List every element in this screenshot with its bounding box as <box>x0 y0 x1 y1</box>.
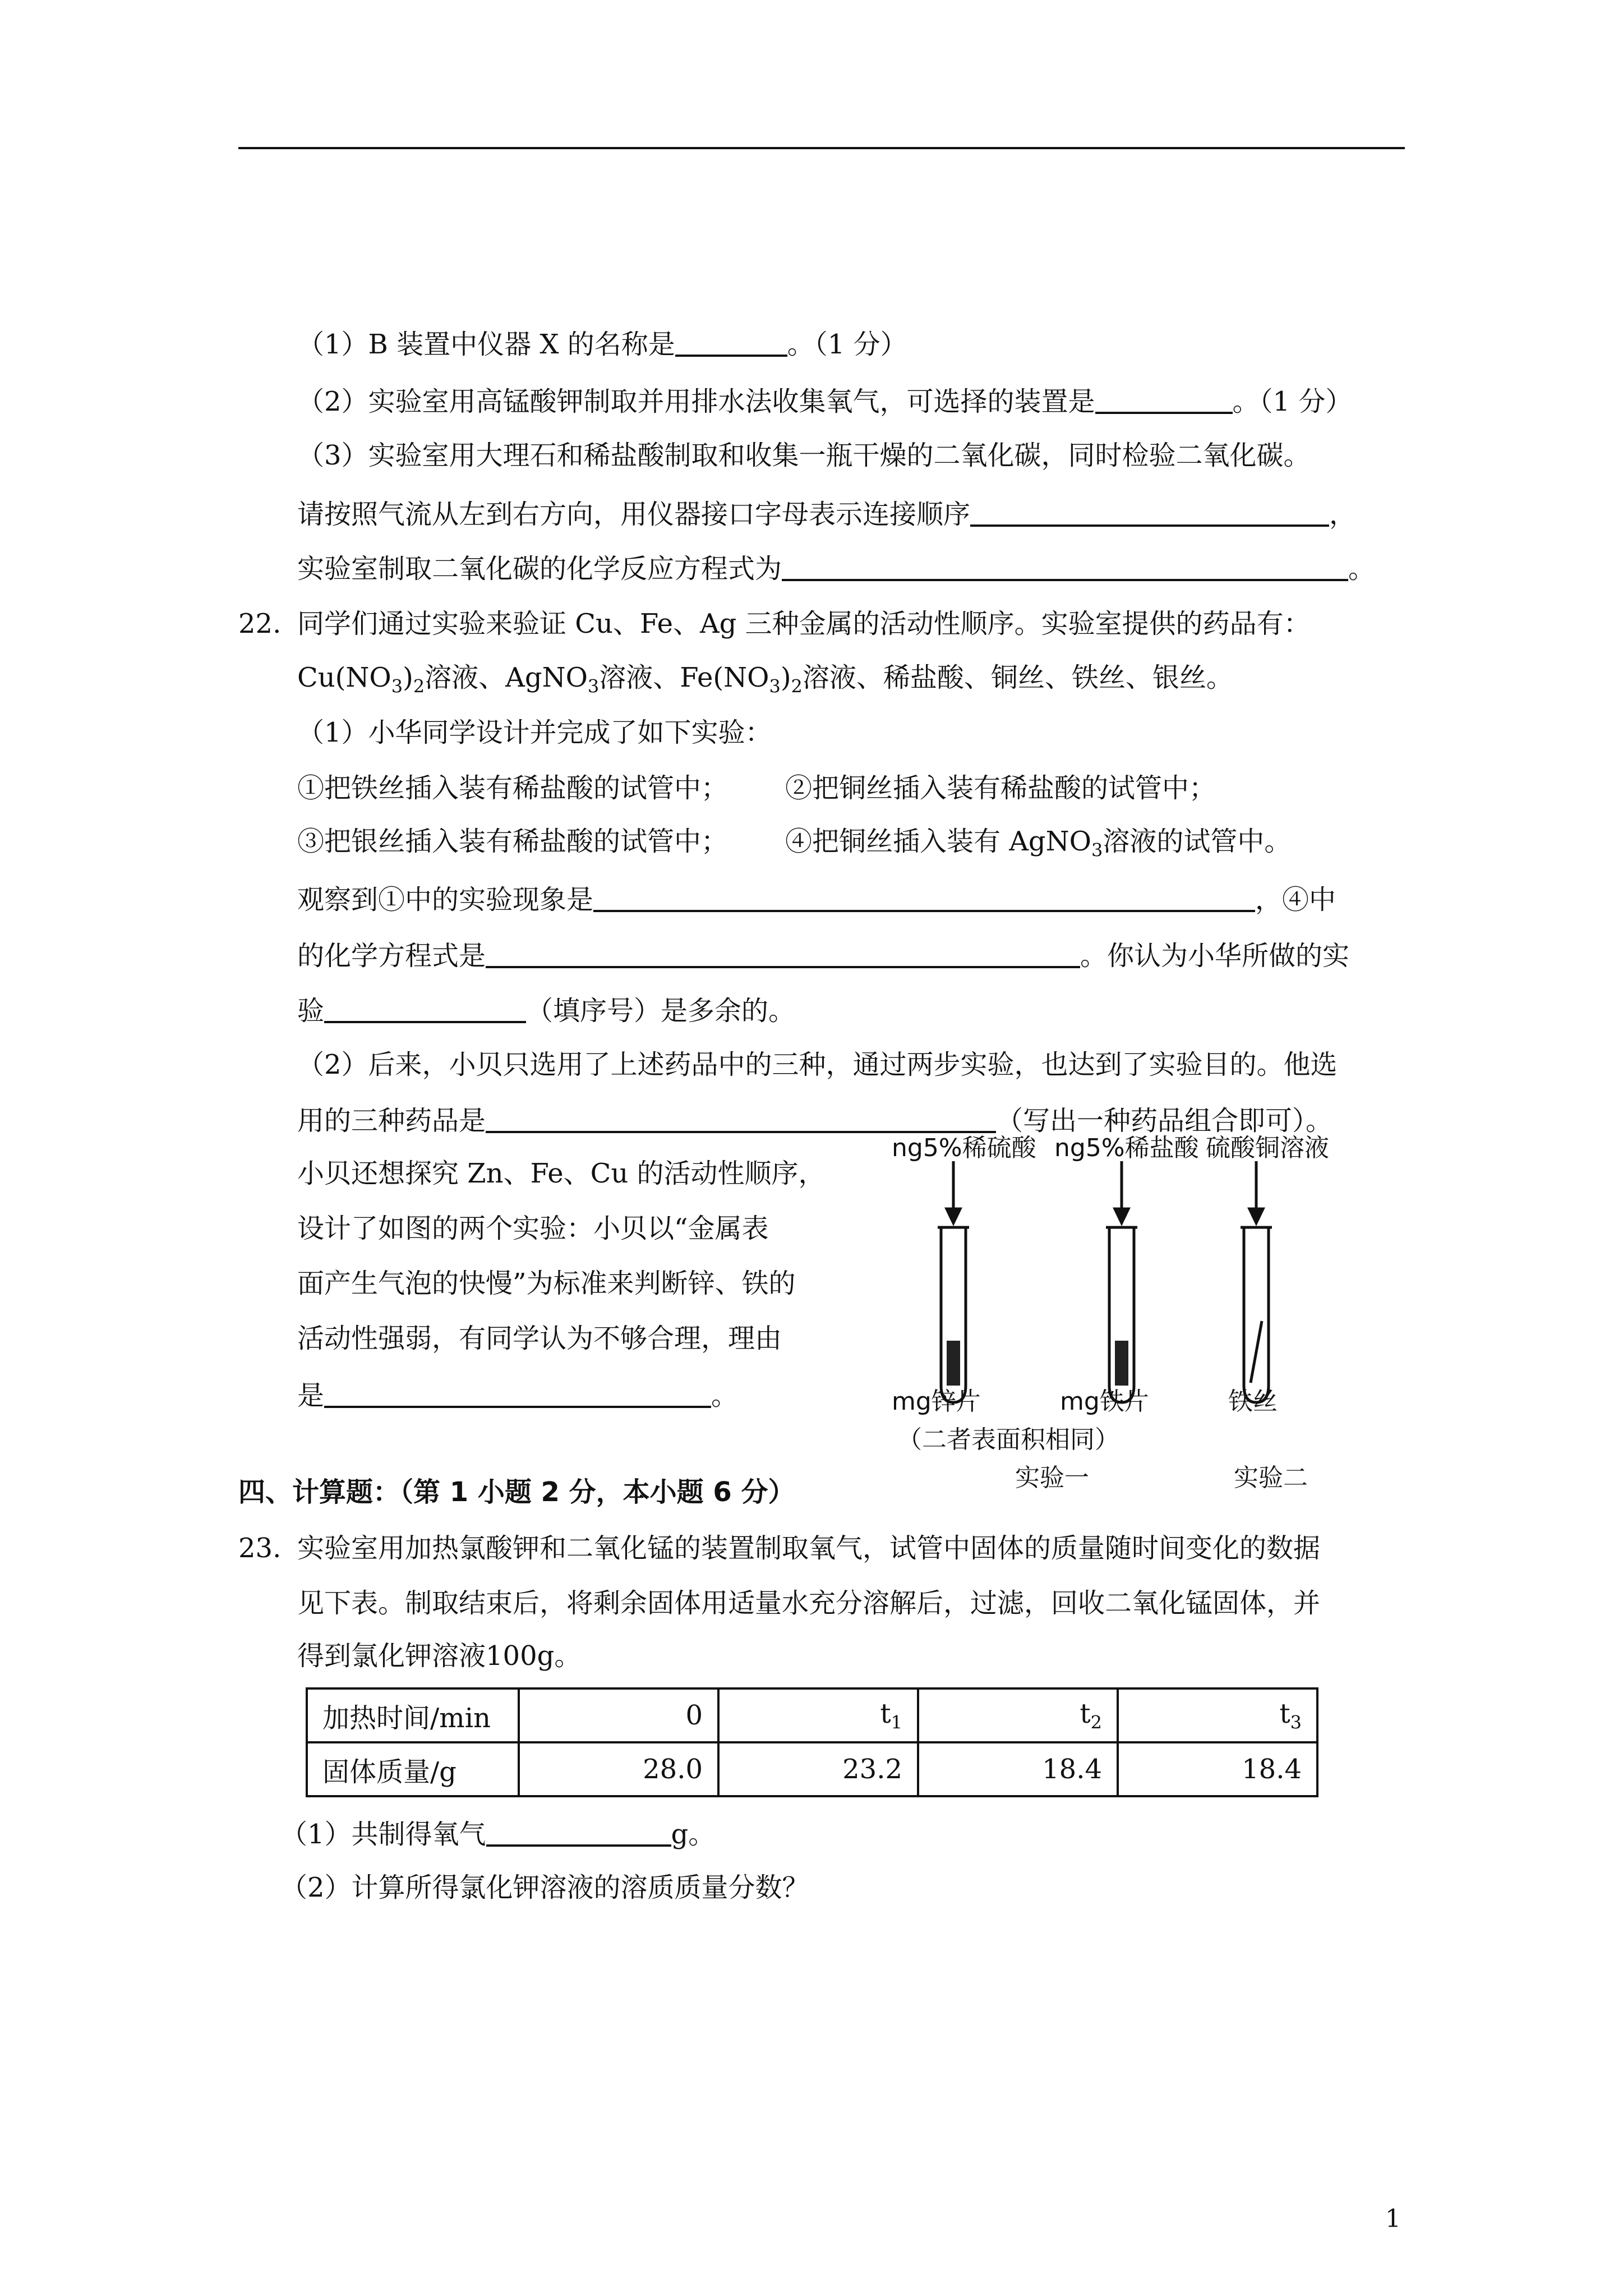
subscript: 3 <box>1091 839 1103 861</box>
q21-part1-text: （1）B 装置中仪器 X 的名称是 <box>297 329 675 360</box>
experiment-1-label: 实验一 <box>1015 1464 1089 1492</box>
data-table <box>306 1687 1318 1797</box>
formula: ④把铜丝插入装有 AgNO <box>785 826 1092 857</box>
q22-observation-end: ，④中 <box>1255 884 1336 915</box>
table-header-time: 加热时间/min <box>307 1688 519 1742</box>
q21-order-text: 请按照气流从左到右方向，用仪器接口字母表示连接顺序 <box>297 499 971 530</box>
q22-reagents <box>297 661 1233 703</box>
q22-observation <box>297 881 1336 917</box>
formula: Cu(NO <box>297 662 391 693</box>
q23-line-3: 得到氯化钾溶液100g。 <box>297 1640 582 1672</box>
q23-line-1: 实验室用加热氯酸钾和二氧化锰的装置制取氧气，试管中固体的质量随时间变化的数据 <box>297 1533 1321 1564</box>
test-tubes-diagram <box>875 1156 1357 1414</box>
formula: ) <box>403 662 413 693</box>
subscript: 2 <box>413 675 425 697</box>
time-symbol: t <box>1080 1697 1091 1729</box>
q22-intro-text: 同学们通过实验来验证 Cu、Fe、Ag 三种金属的活动性顺序。实验室提供的药品有： <box>297 608 1311 639</box>
table-cell <box>718 1688 918 1742</box>
punctuation: ， <box>1329 499 1357 530</box>
formula: 溶液的试管中。 <box>1103 826 1292 857</box>
q21-part2-text: （2）实验室用高锰酸钾制取并用排水法收集氧气，可选择的装置是 <box>297 386 1095 417</box>
q22-zn-4: 活动性强弱，有同学认为不够合理，理由 <box>297 1323 782 1354</box>
q21-part3-equation <box>297 550 1375 586</box>
q21-part2-score: 。（1 分） <box>1232 386 1353 417</box>
metal-label-1: mg锌片 <box>892 1387 981 1416</box>
table-cell <box>1118 1688 1317 1742</box>
punctuation: 。 <box>1348 553 1376 585</box>
metal-label-3: 铁丝 <box>1228 1387 1278 1416</box>
surface-area-note: （二者表面积相同） <box>897 1425 1119 1454</box>
q21-equation-text: 实验室制取二氧化碳的化学反应方程式为 <box>297 553 782 585</box>
q23-line-2: 见下表。制取结束后，将剩余固体用适量水充分溶解后，过滤，回收二氧化锰固体，并 <box>297 1588 1321 1619</box>
q21-part1 <box>297 325 907 361</box>
table-header-mass: 固体质量/g <box>307 1742 519 1796</box>
formula: 溶液、AgNO <box>425 662 588 693</box>
subscript: 3 <box>391 675 403 697</box>
page-number: 1 <box>1385 2205 1401 2233</box>
formula: ) <box>780 662 791 693</box>
formula: 溶液、Fe(NO <box>599 662 769 693</box>
q22-experiment-2: ②把铜丝插入装有稀盐酸的试管中； <box>785 772 1216 804</box>
q22-experiment-3: ③把银丝插入装有稀盐酸的试管中； <box>297 826 728 857</box>
q22-sub2-text: 用的三种药品是 <box>297 1105 486 1137</box>
answer-blank[interactable] <box>486 1815 671 1847</box>
table-row <box>307 1688 1317 1742</box>
q22-zn-2: 设计了如图的两个实验：小贝以“金属表 <box>297 1213 769 1244</box>
q22-equation-text: 的化学方程式是 <box>297 940 486 972</box>
time-symbol: t <box>1279 1697 1290 1729</box>
unit: g。 <box>671 1819 716 1850</box>
reagent-label-3: 硫酸铜溶液 <box>1206 1134 1329 1162</box>
q22-redundant-text: 验 <box>297 995 325 1027</box>
answer-blank[interactable] <box>782 550 1348 581</box>
answer-blank[interactable] <box>324 992 526 1023</box>
table-cell <box>918 1688 1118 1742</box>
zinc-strip <box>947 1341 960 1386</box>
q22-sub1: （1）小华同学设计并完成了如下实验： <box>297 717 772 748</box>
q22-redundant-end: （填序号）是多余的。 <box>526 995 796 1027</box>
subscript: 3 <box>769 675 781 697</box>
table-row <box>307 1742 1317 1796</box>
q22-sub2-end: （写出一种药品组合即可）。 <box>996 1105 1333 1137</box>
answer-blank[interactable] <box>486 937 1080 968</box>
answer-blank[interactable] <box>1095 383 1233 414</box>
table-cell: 23.2 <box>718 1742 918 1796</box>
q21-part3 <box>297 439 1311 472</box>
q21-part2 <box>297 383 1352 418</box>
reagent-list: 溶液、稀盐酸、铜丝、铁丝、银丝。 <box>802 662 1233 693</box>
q22-observation-text: 观察到①中的实验现象是 <box>297 884 594 915</box>
time-symbol: t <box>880 1697 891 1729</box>
q23-number: 23. <box>238 1533 282 1564</box>
table-cell: 18.4 <box>918 1742 1118 1796</box>
section-heading: 四、计算题：（第 1 小题 2 分，本小题 6 分） <box>238 1476 795 1508</box>
q22-equation <box>297 937 1349 973</box>
answer-blank[interactable] <box>593 881 1255 912</box>
table-cell: 28.0 <box>519 1742 718 1796</box>
metal-label-2: mg铁片 <box>1060 1387 1149 1416</box>
q22-number: 22. <box>238 608 282 639</box>
q21-part3-order <box>297 495 1356 531</box>
reagent-label-2: ng5%稀盐酸 <box>1054 1134 1199 1162</box>
answer-blank[interactable] <box>324 1377 711 1408</box>
q23-sub2: （2）计算所得氯化钾溶液的溶质质量分数？ <box>280 1872 809 1903</box>
subscript: 2 <box>791 675 803 697</box>
q22-experiment-4 <box>785 825 1291 867</box>
subscript: 1 <box>891 1711 902 1733</box>
punctuation: 。 <box>711 1380 739 1411</box>
q21-part3-text: （3）实验室用大理石和稀盐酸制取和收集一瓶干燥的二氧化碳，同时检验二氧化碳。 <box>297 440 1311 471</box>
q22-sub2: （2）后来，小贝只选用了上述药品中的三种，通过两步实验，也达到了实验目的。他选 <box>297 1049 1338 1080</box>
answer-blank[interactable] <box>970 495 1329 527</box>
header-rule <box>238 147 1405 149</box>
q22-zn-3: 面产生气泡的快慢”为标准来判断锌、铁的 <box>297 1268 796 1299</box>
table-cell: 18.4 <box>1118 1742 1317 1796</box>
subscript: 2 <box>1090 1711 1102 1733</box>
q21-part1-score: 。（1 分） <box>787 329 907 360</box>
answer-blank[interactable] <box>675 325 787 357</box>
reagent-label-1: ng5%稀硫酸 <box>892 1134 1036 1162</box>
table-cell: 0 <box>519 1688 718 1742</box>
q22-intro <box>297 607 1311 641</box>
subscript: 3 <box>1290 1711 1302 1733</box>
q22-experiment-1: ①把铁丝插入装有稀盐酸的试管中； <box>297 772 728 804</box>
q23-sub1 <box>280 1815 715 1851</box>
q22-zn-5 <box>297 1377 738 1412</box>
experiment-2-label: 实验二 <box>1234 1464 1308 1492</box>
q22-zn-text: 是 <box>297 1380 325 1411</box>
q23-sub1-text: （1）共制得氧气 <box>280 1819 486 1850</box>
iron-strip <box>1115 1341 1128 1386</box>
q22-redundant <box>297 992 795 1028</box>
subscript: 3 <box>587 675 600 697</box>
iron-wire <box>1251 1321 1262 1383</box>
q22-equation-end: 。你认为小华所做的实 <box>1080 940 1350 972</box>
q22-zn-1: 小贝还想探究 Zn、Fe、Cu 的活动性顺序， <box>297 1158 826 1189</box>
